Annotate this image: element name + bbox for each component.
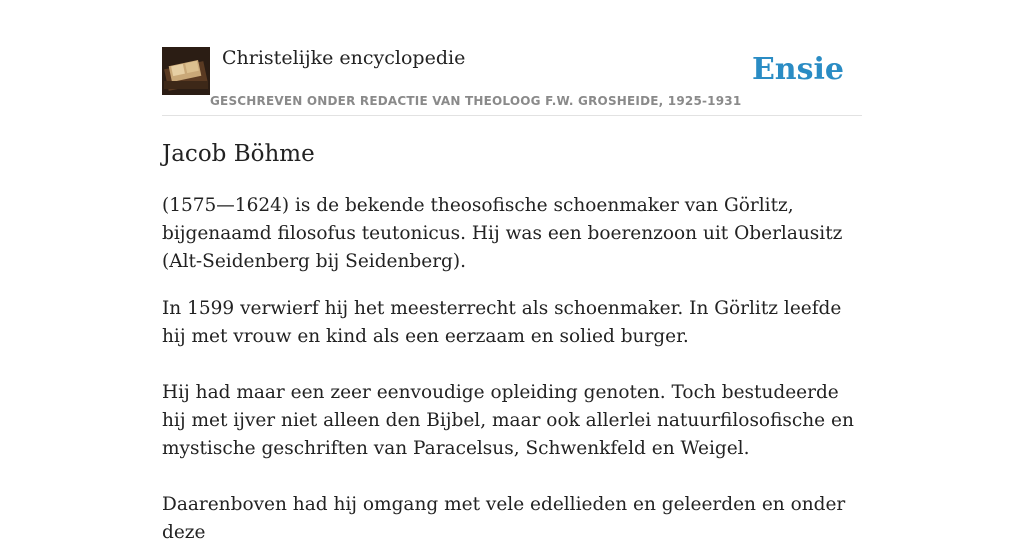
article-paragraph: Daarenboven had hij omgang met vele edellieden en geleerden en onder deze: [162, 494, 846, 543]
site-avatar[interactable]: [162, 47, 210, 95]
article-title: Jacob Böhme: [162, 141, 315, 167]
article-paragraph: (1575—1624) is de bekende theosofische schoenmaker van Görlitz, bijgenaamd filosofus teutonicus. Hij was een boerenzoon uit Oberlausitz (Alt-Seidenberg bij Seidenberg).: [162, 195, 843, 272]
site-header: [162, 46, 862, 116]
article-paragraph: In 1599 verwierf hij het meesterrecht als schoenmaker. In Görlitz leefde hij met vrouw en kind als een eerzaam en solied burger.: [162, 298, 842, 347]
site-title[interactable]: Christelijke encyclopedie: [222, 47, 466, 69]
article-paragraph: Hij had maar een zeer eenvoudige opleiding genoten. Toch bestudeerde hij met ijver niet alleen den Bijbel, maar ook allerlei natuurfilosofische en mystische geschriften van Paracelsus, Schwenkfeld en Weigel.: [162, 382, 854, 459]
book-photo-icon: [162, 47, 210, 95]
article: [162, 138, 862, 547]
ensie-logo-link[interactable]: Ensie: [751, 52, 844, 87]
site-subtitle: GESCHREVEN ONDER REDACTIE VAN THEOLOOG F.W. GROSHEIDE, 1925-1931: [210, 94, 742, 108]
